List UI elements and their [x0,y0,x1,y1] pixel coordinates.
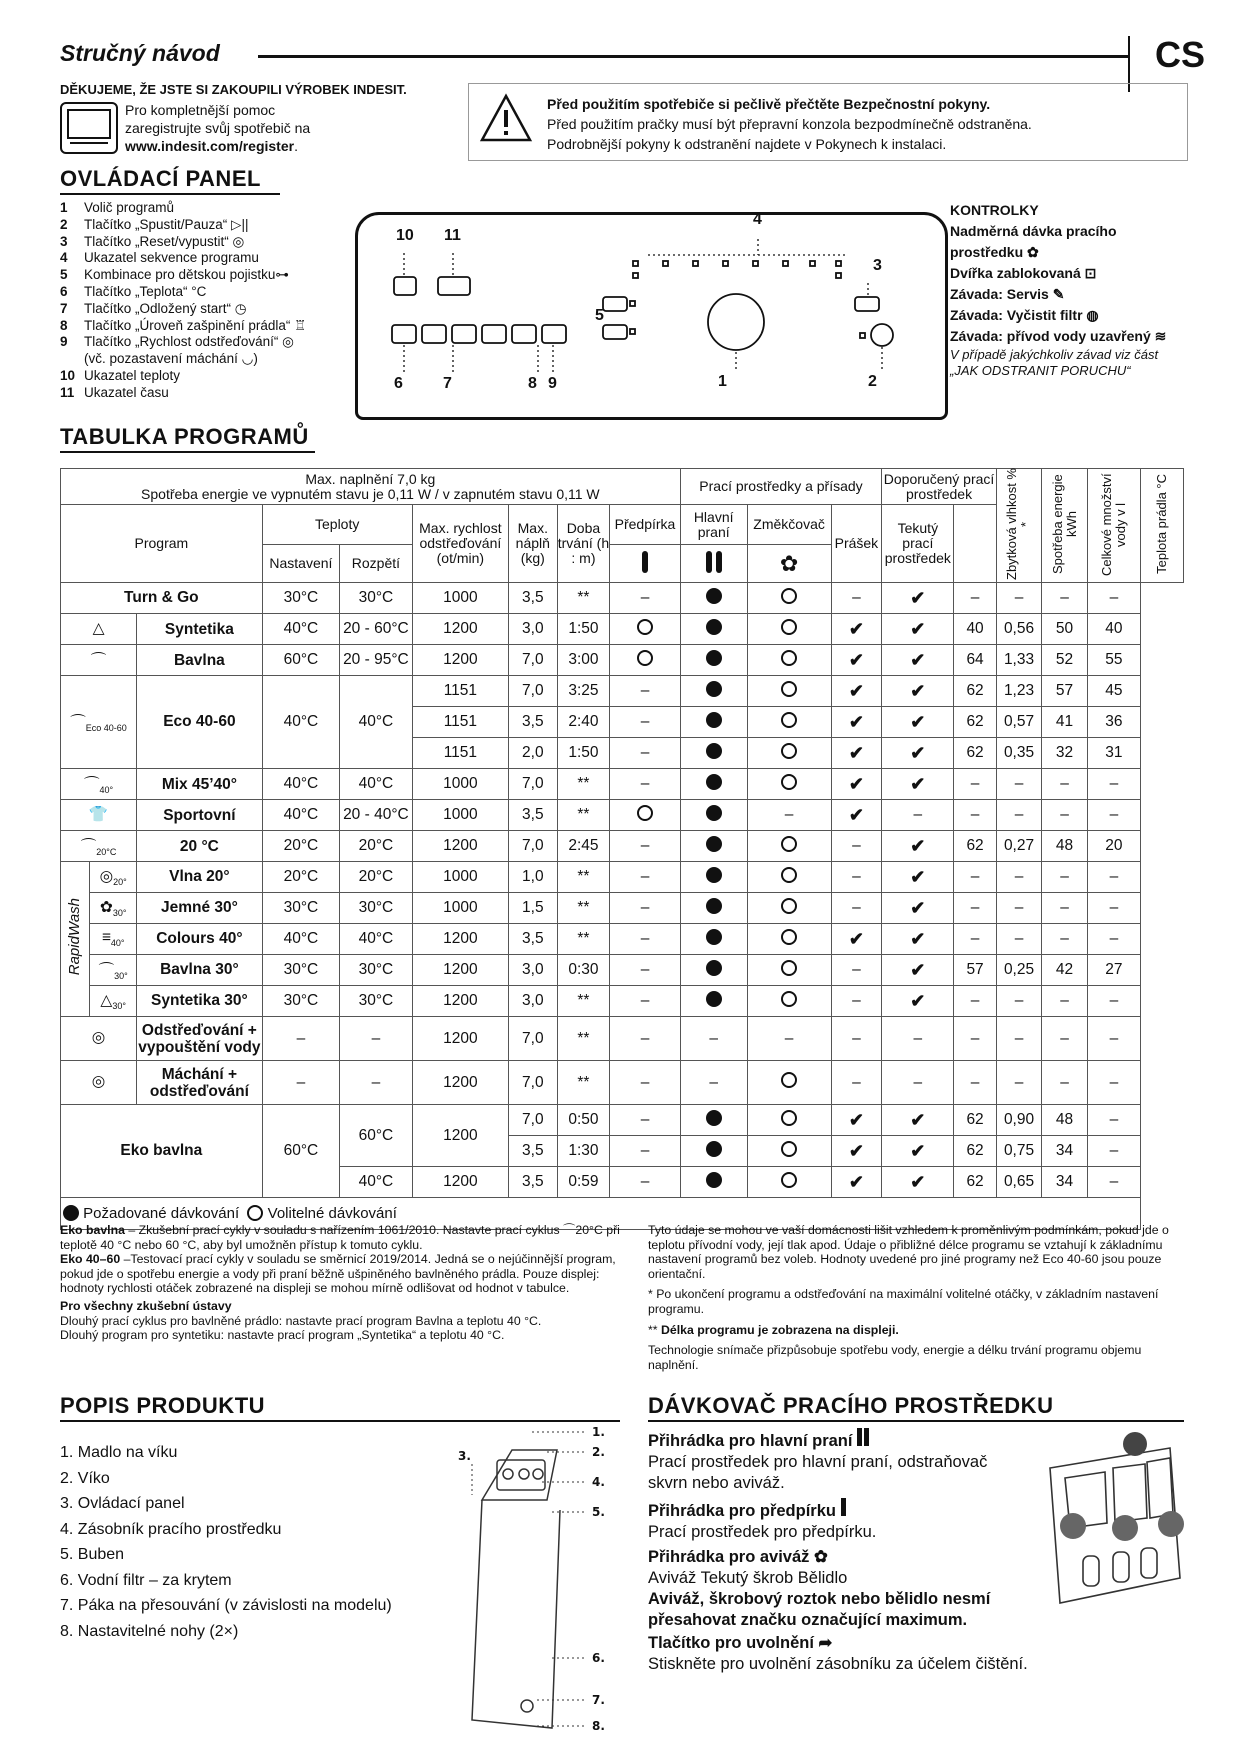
check-mark: ✔ [910,866,926,887]
softener-icon: ✿ [814,1548,828,1566]
table-row: 1151 2,0 1:50 – ✔ ✔ 62 0,35 32 31 [61,738,1184,769]
notes-right: Tyto údaje se mohou ve vaší domácnosti lišit vzhledem k proměnlivým podmínkám, pokud jde o teplotu přívodní vody, její tlak apod. Údaje o přibližné délce programu se vztahují k základnímu nastavení programů bez voleb. Hodnoty uvedené pro jiné programy než Eco 40-60 jsou pouze orientační. * Po ukončení programu a odstřeďování na maximální volitelné otáčky, v základním nastavení programu. ** Délka programu je zobrazena na displeji. Technologie snímače přizpůsobuje spotřebu vody, energie a délku trvání programu objemu naplnění. [648,1223,1169,1372]
required-dosing-mark [706,712,722,728]
required-dosing-mark [706,929,722,945]
optional-dosing-mark [781,1110,797,1126]
optional-dosing-mark [781,681,797,697]
program-icon: $⌒_{40^\circ}$ [61,769,137,800]
svg-text:8.: 8. [592,1719,605,1733]
required-dosing-mark [706,1141,722,1157]
svg-text:7.: 7. [592,1693,605,1707]
notes-left: Eko bavlna – Zkušební prací cykly v souladu s nařízením 1061/2010. Nastavte prací cyklus ⌒20°C při teplotě 40 °C nebo 60 °C, aby byl umožněn přístup k tomuto cyklu. Eko 40–60 –Testovací prací cykly v souladu se směrnicí 2019/2014. Jedná se o nejúčinnější program, pokud jde o spotřebu energie a vody při praní běžně ušpiněného bavlněného prádla. Pouze displej: hodnoty rychlosti otáček zobrazené na displeji se mohou mírně odlišovat od hodnot v tabulce. Pro všechny zkušební ústavy Dlouhý prací cyklus pro bavlněné prádlo: nastavte prací program Bavlna a teplotu 40 °C. Dlouhý program pro syntetiku: nastavte prací program „Syntetika“ a teplotu 40 °C. [60,1223,620,1343]
check-mark: ✔ [848,680,864,701]
control-panel-legend: 1 Volič programů 2 Tlačítko „Spustit/Pauza“ ▷|| 3 Tlačítko „Reset/vypustit“ ◎ 4 Ukazatel sekvence programu 5 Kombinace pro dětskou pojistku⊶ 6 Tlačítko „Teplota“ °C 7 Tlačítko „Odložený start“ ◷ 8 Tlačítko „Úroveň zašpinění prádla“ ♖ 9 Tlačítko „Rychlost odstřeďování“ ◎ (vč. pozastavení máchání ◡) 10 Ukazatel teploty 11 Ukazatel času [60,200,307,400]
warning-line-1: Před použitím spotřebiče si pečlivě přečtěte Bezpečnostní pokyny. [547,96,991,112]
table-row: △ Syntetika 40°C 20 - 60°C 1200 3,0 1:50 ✔ ✔ 40 0,56 50 40 [61,614,1184,645]
optional-dosing-mark [781,588,797,604]
check-mark: ✔ [910,928,926,949]
check-mark: ✔ [848,1140,864,1161]
program-table: Max. naplnění 7,0 kg Spotřeba energie ve vypnutém stavu je 0,11 W / v zapnutém stavu 0,11 W Prací prostředky a přísady Doporučený prací prostředek Zbytková vlhkost % * Spotřeba energie kWh Celkové množství vody v l Teplota prádla °C Program Teploty Max. rychlost odstřeďování (ot/min) Max. náplň (kg) Doba trvání (h : m) Předpírka Hlavní praní Změkčovač Prášek Tekutý prací prostředek Nastavení Rozpětí ✿ Turn & Go 30°C 30°C 1000 3,5 ** – – ✔ – – – – △ Syntetika 40°C 20 - 60°C 1200 3,0 1:50 ✔ ✔ 40 0,56 50 40 ⌒ Bavlna 60°C 20 - 95°C 1200 7,0 3:00 ✔ ✔ 64 1,33 52 55 $⌒_{Eco 40-60}$ Eco 40-60 40°C 40°C 1151 7,0 3:25 – ✔ ✔ 62 1,23 57 45 1151 3,5 2:40 – ✔ ✔ 62 0,57 41 36 1151 2,0 1:50 – ✔ ✔ 62 0,35 32 31 $⌒_{40^\circ}$ Mix 45’40° 40°C 40°C 1000 7,0 ** – ✔ ✔ – – – – 👕 Sportovní 40°C 20 - 40°C 1000 3,5 ** – ✔ – – – – – $⌒_{20^\circ C}$ 20 °C 20°C 20°C 1200 7,0 2:45 – – ✔ 62 0,27 48 20 RapidWash $◎_{20^\circ}$ Vlna 20° 20°C 20°C 1000 1,0 ** – – ✔ – – – – $✿_{30^\circ}$ Jemné 30° 30°C 30°C 1000 1,5 ** – – ✔ – – – – $\equiv_{40^\circ}$ Colours 40° 40°C 40°C 1200 3,5 ** – ✔ ✔ – – – – $⌒_{30^\circ}$ Bavlna 30° 30°C 30°C 1200 3,0 0:30 – – ✔ 57 0,25 42 27 $\triangle_{30^\circ}$ Syntetika 30° 30°C 30°C 1200 3,0 ** – – ✔ – – – – ◎ Odstřeďování + vypouštění vody – – 1200 7,0 ** – – – – – – – – – ◎ Máchání + odstřeďování – – 1200 7,0 ** – – – – – – – – Eko bavlna 60°C 60°C 1200 7,0 0:50 – ✔ ✔ 62 0,90 48 – 3,5 1:30 – ✔ ✔ 62 0,75 34 – 40°C 1200 3,5 0:59 – ✔ ✔ 62 0,65 34 – Požadované dávkování Volitelné dávkování [60,468,1184,1230]
optional-dosing-mark [781,743,797,759]
check-mark: ✔ [910,618,926,639]
svg-text:2.: 2. [592,1445,605,1459]
required-dosing-mark [706,774,722,790]
dosing-legend: Požadované dávkování Volitelné dávkování [61,1198,1141,1230]
table-row: 40°C 1200 3,5 0:59 – ✔ ✔ 62 0,65 34 – [61,1167,1184,1198]
svg-text:5.: 5. [592,1505,605,1519]
program-icon: $⌒_{20^\circ C}$ [61,831,137,862]
required-dosing-mark [706,836,722,852]
table-row: 3,5 1:30 – ✔ ✔ 62 0,75 34 – [61,1136,1184,1167]
program-icon: ◎ [61,1017,137,1061]
product-description-heading: POPIS PRODUKTU [60,1393,266,1418]
required-dosing-mark [706,650,722,666]
required-dosing-mark [706,867,722,883]
table-row: 1151 3,5 2:40 – ✔ ✔ 62 0,57 41 36 [61,707,1184,738]
check-mark: ✔ [848,618,864,639]
table-row: $✿_{30^\circ}$ Jemné 30° 30°C 30°C 1000 1,5 ** – – ✔ – – – – [61,893,1184,924]
main-wash-compartment-icon [706,551,712,573]
required-dosing-mark [706,1110,722,1126]
required-dosing-mark [706,681,722,697]
warning-line-2: Před použitím pračky musí být přepravní konzola bezpodmínečně odstraněna. [547,116,1032,132]
optional-dosing-mark [781,774,797,790]
optional-dosing-mark [781,898,797,914]
check-mark: ✔ [910,742,926,763]
check-mark: ✔ [848,773,864,794]
optional-dosing-mark [781,867,797,883]
optional-dosing-mark [781,650,797,666]
check-mark: ✔ [848,928,864,949]
required-dosing-mark [706,1172,722,1188]
required-dosing-icon [63,1205,79,1221]
warning-line-3: Podrobnější pokyny k odstranění najdete v Pokynech k instalaci. [547,136,947,152]
required-dosing-mark [706,743,722,759]
softener-flower-icon: ✿ [747,545,831,583]
language-code: CS [1155,34,1206,75]
header-rule [258,55,1128,58]
program-icon: ◎ [61,1061,137,1105]
check-mark: ✔ [910,1140,926,1161]
table-row: 👕 Sportovní 40°C 20 - 40°C 1000 3,5 ** – ✔ – – – – – [61,800,1184,831]
svg-text:6.: 6. [592,1651,605,1665]
optional-dosing-mark [781,929,797,945]
table-row: Eko bavlna 60°C 60°C 1200 7,0 0:50 – ✔ ✔ 62 0,90 48 – [61,1105,1184,1136]
control-panel-heading: OVLÁDACÍ PANEL [60,166,261,191]
svg-text:3.: 3. [458,1449,471,1463]
table-row: ◎ Máchání + odstřeďování – – 1200 7,0 ** – – – – – – – – [61,1061,1184,1105]
required-dosing-mark [706,898,722,914]
computer-icon [60,102,118,154]
optional-dosing-mark [781,960,797,976]
optional-dosing-mark [637,619,653,635]
table-row: ◎ Odstřeďování + vypouštění vody – – 1200 7,0 ** – – – – – – – – – [61,1017,1184,1061]
check-mark: ✔ [848,1171,864,1192]
program-icon: 👕 [61,800,137,831]
table-row: RapidWash $◎_{20^\circ}$ Vlna 20° 20°C 20°C 1000 1,0 ** – – ✔ – – – – [61,862,1184,893]
heading-underline [60,193,280,195]
check-mark: ✔ [910,835,926,856]
required-dosing-mark [706,619,722,635]
table-row: $\equiv_{40^\circ}$ Colours 40° 40°C 40°C 1200 3,5 ** – ✔ ✔ – – – – [61,924,1184,955]
check-mark: ✔ [910,897,926,918]
program-icon: $◎_{20^\circ}$ [90,862,137,893]
release-arrow-icon: ➦ [818,1634,833,1652]
table-row: $⌒_{40^\circ}$ Mix 45’40° 40°C 40°C 1000 7,0 ** – ✔ ✔ – – – – [61,769,1184,800]
panel-controls-drawing [358,215,945,417]
required-dosing-mark [706,805,722,821]
optional-dosing-mark [637,805,653,821]
dispenser-description: Přihrádka pro hlavní praní Prací prostředek pro hlavní praní, odstraňovač skvrn nebo aviváž. Přihrádka pro předpírku Prací prostředek pro předpírku. Přihrádka pro aviváž ✿ Aviváž Tekutý škrob Bělidlo Aviváž, škrobový roztok nebo bělidlo nesmí přesahovat značku označující maximum. Tlačítko pro uvolnění ➦ Stiskněte pro uvolnění zásobníku za účelem čištění. [648,1428,1028,1675]
optional-dosing-mark [781,1172,797,1188]
product-parts-list: 1. Madlo na víku 2. Víko 3. Ovládací panel 4. Zásobník pracího prostředku 5. Buben 6. Vodní filtr – za krytem 7. Páka na přesouvání (v závislosti na modelu) 8. Nastavitelné nohy (2×) [60,1444,392,1640]
heading-underline [648,1420,1184,1422]
check-mark: ✔ [910,711,926,732]
check-mark: ✔ [910,959,926,980]
optional-dosing-mark [781,712,797,728]
check-mark: ✔ [848,804,864,825]
optional-dosing-icon [247,1205,263,1221]
table-row: Turn & Go 30°C 30°C 1000 3,5 ** – – ✔ – – – – [61,583,1184,614]
check-mark: ✔ [848,1109,864,1130]
table-row: $\triangle_{30^\circ}$ Syntetika 30° 30°C 30°C 1200 3,0 ** – – ✔ – – – – [61,986,1184,1017]
optional-dosing-mark [781,836,797,852]
control-panel-diagram: 10 11 4 3 5 6 7 8 9 1 2 [355,212,948,420]
heading-underline [60,451,315,453]
program-icon: △ [61,614,137,645]
program-table-heading: TABULKA PROGRAMŮ [60,424,309,449]
check-mark: ✔ [848,711,864,732]
check-mark: ✔ [910,649,926,670]
warning-icon [479,93,533,143]
thanks-text: DĚKUJEME, ŽE JSTE SI ZAKOUPILI VÝROBEK INDESIT. [60,82,407,97]
optional-dosing-mark [781,1072,797,1088]
table-row: $⌒_{20^\circ C}$ 20 °C 20°C 20°C 1200 7,0 2:45 – – ✔ 62 0,27 48 20 [61,831,1184,862]
table-row: $⌒_{Eco 40-60}$ Eco 40-60 40°C 40°C 1151 7,0 3:25 – ✔ ✔ 62 1,23 57 45 [61,676,1184,707]
check-mark: ✔ [910,1171,926,1192]
program-icon: ⌒ [61,645,137,676]
optional-dosing-mark [637,650,653,666]
check-mark: ✔ [910,773,926,794]
optional-dosing-mark [781,991,797,1007]
check-mark: ✔ [910,587,926,608]
table-row: $⌒_{30^\circ}$ Bavlna 30° 30°C 30°C 1200 3,0 0:30 – – ✔ 57 0,25 42 27 [61,955,1184,986]
optional-dosing-mark [781,1141,797,1157]
svg-text:1.: 1. [592,1425,605,1439]
register-link[interactable]: www.indesit.com/register [125,138,295,154]
registration-note: Pro kompletnější pomoc zaregistrujte svůj spotřebič na www.indesit.com/register. [125,102,311,154]
check-mark: ✔ [910,680,926,701]
document-title: Stručný návod [60,40,220,66]
washing-machine-illustration [452,1420,612,1740]
prewash-compartment-icon [642,551,648,573]
table-row: ⌒ Bavlna 60°C 20 - 95°C 1200 7,0 3:00 ✔ ✔ 64 1,33 52 55 [61,645,1184,676]
program-icon: $⌒_{30^\circ}$ [90,955,137,986]
dispenser-illustration [1035,1428,1185,1618]
rapidwash-group: RapidWash [61,862,90,1017]
program-icon: $⌒_{Eco 40-60}$ [61,676,137,769]
table-head-load: Max. naplnění 7,0 kg Spotřeba energie ve vypnutém stavu je 0,11 W / v zapnutém stavu 0,11 W [61,469,681,505]
check-mark: ✔ [910,1109,926,1130]
check-mark: ✔ [848,649,864,670]
check-mark: ✔ [848,742,864,763]
svg-text:4.: 4. [592,1475,605,1489]
required-dosing-mark [706,991,722,1007]
safety-warning-box [468,83,1188,161]
dispenser-heading: DÁVKOVAČ PRACÍHO PROSTŘEDKU [648,1393,1054,1418]
program-icon: $✿_{30^\circ}$ [90,893,137,924]
optional-dosing-mark [781,619,797,635]
required-dosing-mark [706,588,722,604]
program-icon: $\triangle_{30^\circ}$ [90,986,137,1017]
required-dosing-mark [706,960,722,976]
program-icon: $\equiv_{40^\circ}$ [90,924,137,955]
indicators-legend: KONTROLKY Nadměrná dávka pracího prostředku ✿ Dvířka zablokovaná ⊡ Závada: Servis ✎ Závada: Vyčistit filtr ◍ Závada: přívod vody uzavřený ≋ V případě jakýchkoliv závad viz část „JAK ODSTRANIT PORUCHU“ [950,202,1167,378]
check-mark: ✔ [910,990,926,1011]
